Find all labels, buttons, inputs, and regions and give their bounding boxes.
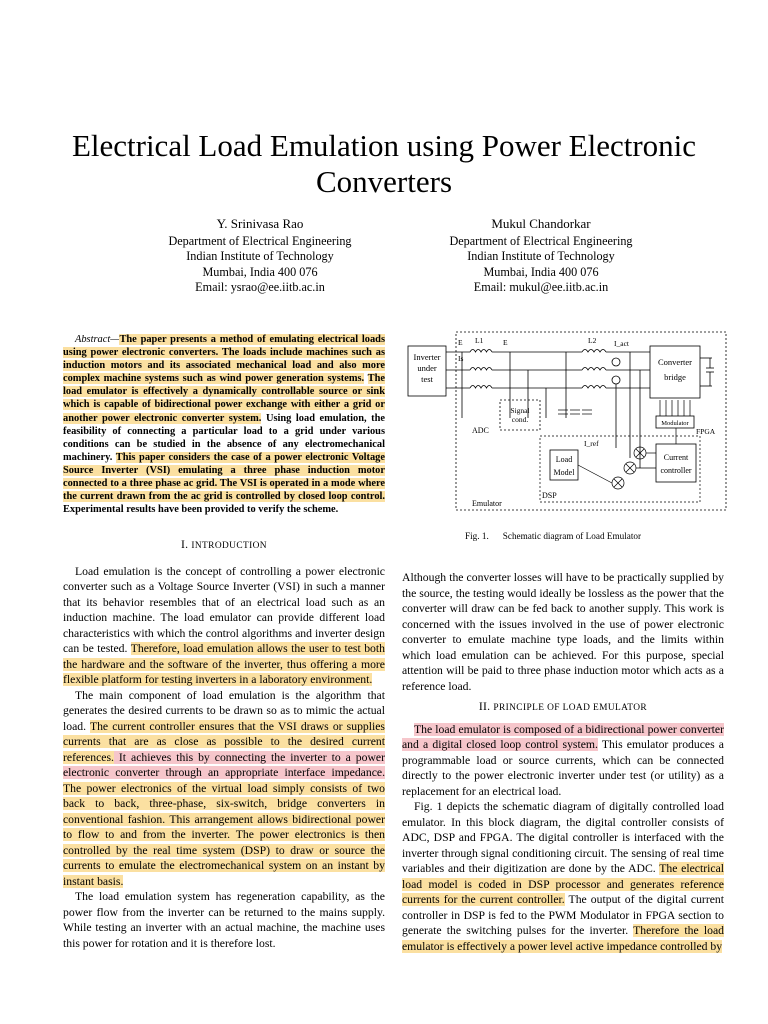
abstract-label: Abstract— [75,334,120,345]
highlighted-text: Therefore, load emulation allows the user to test both the hardware and the software of the inverter, thus offering a more flexible platform for testing inverters in a laboratory environment. [63,642,385,687]
intro-text: The main component of load emulation is the algorithm that generates the desired currents to be drawn so as to mimic the actual load. [63,688,385,733]
inverter-label: under [417,363,437,373]
author-email: Email: ysrao@ee.iitb.ac.in [195,280,325,294]
current-controller-box [656,444,696,482]
highlighted-text: The power electronics of the virtual load simply consists of two back to back, three-phase, six-switch, bridge converters in conventional fashion. This arrangement allows bidirectional power to flow to and from the inverter. The power electronics is then controlled by the real time system (DSP) to draw or source the currents to emulate the electromechanical system on an instant by instant basis. [63,781,385,888]
fpga-label: FPGA [696,427,716,436]
highlighted-text-pink: It achieves this by connecting the inverter to a power electronic converter through an appropriate interface impedance. [63,750,385,780]
intro-text: Load emulation is the concept of controlling a power electronic converter such as a Voltage Source Inverter (VSI) in such a manner that its behavior resembles that of an electrical load such as an induction machine. The load emulator can provide different load characteristics with which the control algorithms and inverter design can be tested. [63,564,385,656]
abstract-sentence: The load emulator is effectively a dynamically controllable source or sink which is capable of bidirectional power exchange with either a grid or another power electronic converter system. [63,373,385,424]
highlighted-text-pink: The load emulator is composed of a bidirectional power converter and a digital closed loop control system. [402,722,724,751]
author-block-2 [416,216,666,296]
phase-lines [446,350,650,469]
principle-text: The output of the digital current controller in DSP is fed to the PWM Modulator in FPGA section to generate the switching pulses for the inverter. [402,893,724,937]
paper-title: Electrical Load Emulation using Power Electronic Converters [71,128,697,199]
voltage-e2-label: E [503,338,508,347]
right-column [402,570,724,954]
emulator-label: Emulator [472,499,502,508]
converter-label: bridge [664,372,686,382]
abstract-sentence: This paper considers the case of a power electronic Voltage Source Inverter (VSI) emulating a three phase induction motor connected to a three phase ac grid. The VSI is operated in a mode where the current drawn from the ac grid is controlled by closed loop control. [63,451,385,503]
current-controller-label: Current [663,453,689,462]
author-institute: Indian Institute of Technology [186,249,334,263]
abstract-sentence: Using load emulation, the feasibility of connecting a particular load to a grid under various conditions can be studied in the absence of any electromechanical machinery. [63,412,385,463]
current-iact-label: I_act [614,339,629,348]
load-model-label: Model [553,468,575,477]
highlighted-text: The current controller ensures that the VSI draws or supplies currents that are as close as possible to the desired current references. [63,719,385,764]
author-institute: Indian Institute of Technology [467,249,615,263]
highlighted-text: The electrical load model is coded in DSP processor and generates reference currents for the current controller. [402,862,724,906]
author-email: Email: mukul@ee.iitb.ac.in [473,280,609,294]
converter-label: Converter [658,357,692,367]
section-title: INTRODUCTION [191,541,267,552]
signal-cond-label: Signal [510,406,530,415]
abstract [63,333,385,516]
principle-paragraph-1 [402,722,724,800]
figure-number: Fig. 1. [465,531,489,541]
section-heading-principle [402,699,724,717]
adc-label: ADC [472,426,489,435]
author-department: Department of Electrical Engineering [168,233,352,248]
abstract-sentence: The paper presents a method of emulating electrical loads using power electronic converters. The loads include machines such as induction motors and its associated mechanical load and also more complex machine systems such as wind power generation systems. [63,334,385,385]
intro-paragraph-2 [63,688,385,890]
summing-junctions [578,447,656,489]
highlighted-text: Therefore the load emulator is effectively a power level active impedance controlled by [402,924,724,953]
figure-caption [465,531,641,541]
dsp-label: DSP [542,491,557,500]
voltage-e1-label: E [458,338,463,347]
modulator-label: Modulator [661,420,689,427]
inductor-l2-label: L2 [588,336,597,345]
intro-continuation: Although the converter losses will have to be practically supplied by the source, the testing would ideally be lossless as the power that the converter will draw can be fed back to another supply. This work is concerned with the issues involved in the use of power electronic converter to emulate machine type loads, and the limits within which load emulation can be achieved. For this purpose, special attention will be paid to three phase induction motor which acts as a reference load. [402,571,724,693]
author-name: Mukul Chandorkar [491,216,591,231]
current-is-label: Is [458,354,464,363]
left-column [63,333,385,951]
section-number: I. [181,538,192,552]
signal-cond-label: cond. [511,415,529,424]
author-block-1 [135,216,385,296]
principle-text: Fig. 1 depicts the schematic diagram of digitally controlled load emulator. In this block diagram, the digital controller consists of ADC, DSP and FPGA. The digital controller is interfaced with the inverter through signal conditioning circuit. The sensing of real time variables and their digitization are done by the ADC. [402,800,724,875]
abstract-sentence: Experimental results have been provided to verify the scheme. [63,504,339,516]
author-department: Department of Electrical Engineering [449,233,633,248]
section-heading-introduction [63,537,385,555]
load-model-label: Load [555,455,573,464]
schematic-figure [400,328,730,514]
dc-link [700,358,714,386]
section-title: PRINCIPLE OF LOAD EMULATOR [493,703,648,713]
gate-arrows [660,400,690,416]
inverter-label: test [421,374,433,384]
author-name: Y. Srinivasa Rao [216,216,304,231]
intro-paragraph-1 [63,564,385,688]
filter-capacitors [558,410,592,414]
iref-label: I_ref [584,439,599,448]
section-number: II. [478,700,494,713]
inverter-label: Inverter [413,352,441,362]
current-controller-label: controller [660,466,692,475]
principle-paragraph-2 [402,799,724,954]
author-city: Mumbai, India 400 076 [483,264,599,279]
intro-paragraph-3: The load emulation system has regeneration capability, as the power flow from the inverter can be returned to the mains supply. While testing an inverter with an actual machine, the machine uses this power for rotation and it is therefore lost. [63,890,385,950]
principle-text: This emulator produces a programmable load or source currents, which can be connected directly to the power electronic inverter under test (or utility) as a replacement for an electrical load. [402,738,724,798]
inductor-l1-label: L1 [475,336,484,345]
figure-caption-text: Schematic diagram of Load Emulator [502,531,642,541]
author-city: Mumbai, India 400 076 [202,264,318,279]
